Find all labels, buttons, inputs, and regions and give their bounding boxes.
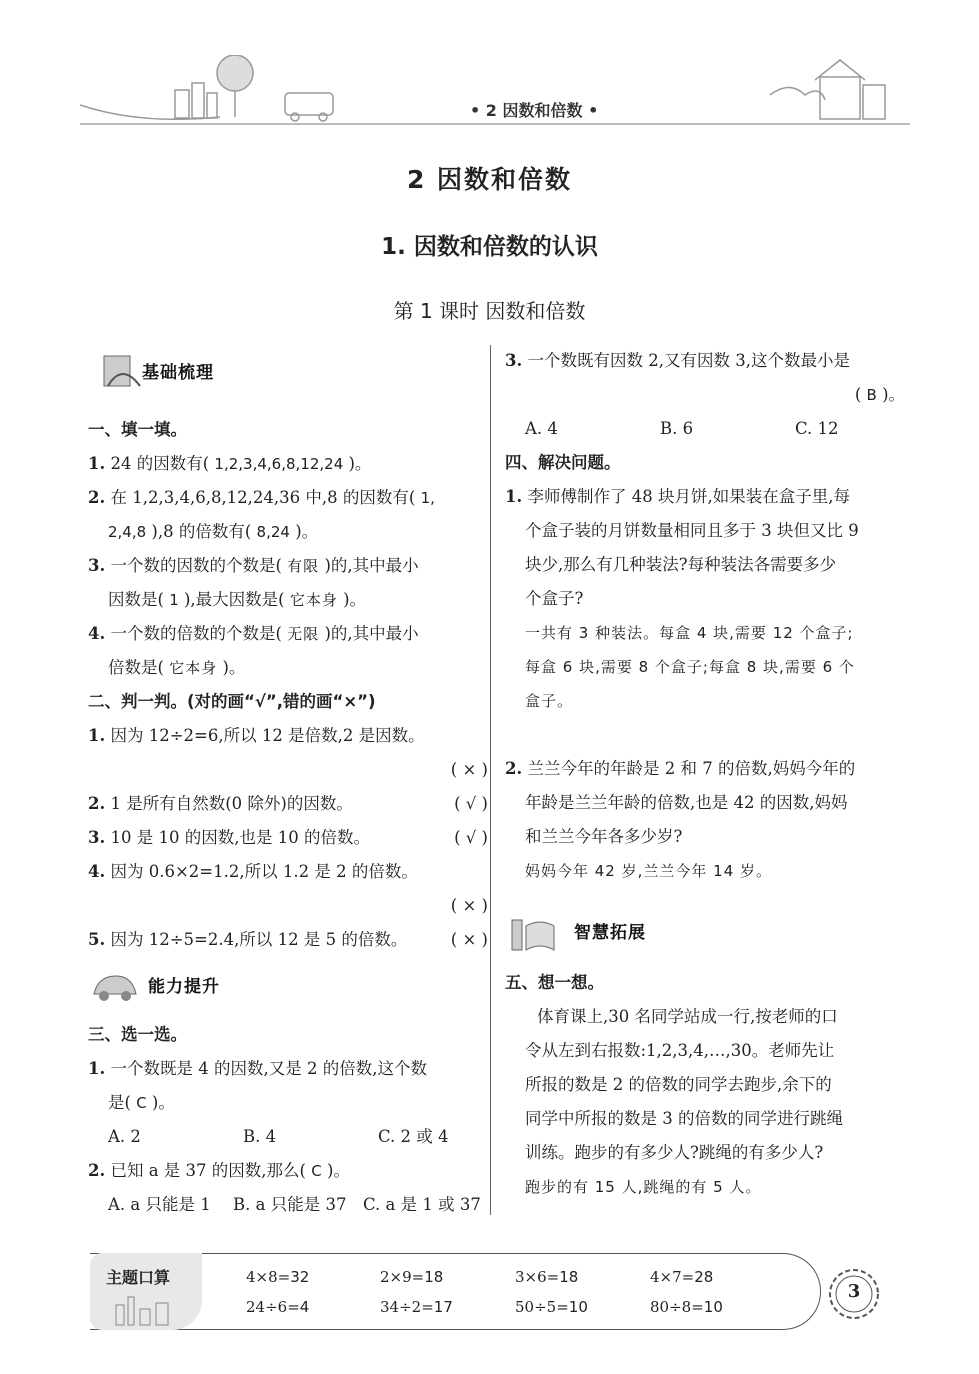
right-column-think	[505, 966, 905, 1204]
section-3-title: 三、选一选。	[88, 1025, 187, 1044]
calc-3-a: 18	[559, 1268, 579, 1286]
p1-answer-1: 一共有 3 种装法。每盒 4 块,需要 12 个盒子;	[525, 624, 854, 642]
calc-8-a: 10	[703, 1298, 723, 1316]
q2-text: 在 1,2,3,4,6,8,12,24,36 中,8 的因数有(	[110, 488, 416, 507]
c1-number: 1.	[88, 1059, 106, 1078]
c1-text: 一个数既是 4 的因数,又是 2 的倍数,这个数	[110, 1059, 427, 1078]
c1-line2	[88, 1086, 488, 1120]
section-4-title: 四、解决问题。	[505, 453, 621, 472]
c3-answer-group	[855, 378, 905, 412]
slide-icon	[100, 352, 145, 397]
c3-option-c: C. 12	[795, 419, 839, 438]
calc-6-q: 34÷2=	[380, 1298, 434, 1316]
think-text-3: 所报的数是 2 的倍数的同学去跑步,余下的	[525, 1075, 832, 1094]
books-icon	[508, 912, 570, 954]
c2-answer: C	[311, 1162, 322, 1180]
q1	[88, 447, 488, 481]
j2	[88, 787, 488, 821]
badge-wisdom-text: 智慧拓展	[574, 923, 646, 943]
think-text-2: 令从左到右报数:1,2,3,4,…,30。老师先让	[525, 1041, 835, 1060]
q3-text: 一个数的因数的个数是(	[110, 556, 282, 575]
j1-number: 1.	[88, 726, 106, 745]
c1-answer: C	[136, 1094, 147, 1112]
q3-line2-a: 因数是(	[108, 590, 164, 609]
c3-text: 一个数既有因数 2,又有因数 3,这个数最小是	[527, 351, 850, 370]
think-text-4: 同学中所报的数是 3 的倍数的同学进行跳绳	[525, 1109, 843, 1128]
j4-text: 因为 0.6×2=1.2,所以 1.2 是 2 的倍数。	[110, 862, 418, 881]
section-title: 1. 因数和倍数的认识	[381, 234, 598, 260]
left-column	[88, 413, 488, 957]
section-2-title: 二、判一判。(对的画“√”,错的画“×”)	[88, 692, 376, 711]
calc-6	[380, 1298, 453, 1316]
p2-line1	[505, 752, 905, 786]
p1-answer-2: 每盒 6 块,需要 8 个盒子;每盒 8 块,需要 6 个	[525, 658, 855, 676]
j5-text: 因为 12÷5=2.4,所以 12 是 5 的倍数。	[110, 930, 408, 949]
q4-number: 4.	[88, 624, 106, 643]
c1-line2-a: 是(	[108, 1093, 131, 1112]
section-5-title: 五、想一想。	[505, 973, 604, 992]
q2-answer1: 1,	[420, 489, 435, 507]
c3-options	[505, 412, 905, 446]
badge-ability	[90, 966, 280, 1004]
column-divider	[490, 345, 491, 1215]
j3	[88, 821, 488, 855]
j2-number: 2.	[88, 794, 106, 813]
running-header: • 2 因数和倍数 •	[470, 101, 599, 120]
j3-text: 10 是 10 的因数,也是 10 的倍数。	[110, 828, 370, 847]
calc-4-q: 4×7=	[650, 1268, 695, 1286]
calc-3	[515, 1268, 578, 1286]
c2-option-b: B. a 只能是 37	[233, 1195, 347, 1214]
j4-line1	[88, 855, 488, 889]
q3-answer2: 1	[169, 591, 179, 609]
c1-end: )。	[151, 1093, 175, 1112]
q4-text: 一个数的倍数的个数是(	[110, 624, 282, 643]
think-text-5: 训练。跑步的有多少人?跳绳的有多少人?	[525, 1143, 824, 1162]
q3-mid: )的,其中最小	[324, 556, 419, 575]
think-answer: 跑步的有 15 人,跳绳的有 5 人。	[525, 1178, 762, 1196]
p1-number: 1.	[505, 487, 523, 506]
c2-number: 2.	[88, 1161, 106, 1180]
q4-mid: )的,其中最小	[324, 624, 419, 643]
left-column-choices	[88, 1018, 488, 1222]
badge-ability-text: 能力提升	[148, 977, 220, 997]
c2-line1	[88, 1154, 488, 1188]
q3-line2-b: ),最大因数是(	[183, 590, 285, 609]
q2-number: 2.	[88, 488, 106, 507]
c3-option-b: B. 6	[660, 419, 694, 438]
c1-option-c: C. 2 或 4	[378, 1127, 449, 1146]
c1-option-b: B. 4	[243, 1127, 277, 1146]
c3-answer: B	[866, 386, 877, 404]
calc-1-a: 32	[290, 1268, 310, 1286]
footer-label-area	[90, 1253, 202, 1330]
q4-end: )。	[222, 658, 246, 677]
c2-option-c: C. a 是 1 或 37	[363, 1195, 481, 1214]
j1-line1	[88, 719, 488, 753]
p2-number: 2.	[505, 759, 523, 778]
p1-text-1: 李师傅制作了 48 块月饼,如果装在盒子里,每	[527, 487, 850, 506]
j1-text: 因为 12÷2=6,所以 12 是倍数,2 是因数。	[110, 726, 425, 745]
j2-answer: ( √ )	[454, 794, 488, 813]
c3-number: 3.	[505, 351, 523, 370]
right-column	[505, 344, 905, 888]
j1-answer: ( × )	[450, 760, 488, 779]
j2-text: 1 是所有自然数(0 除外)的因数。	[110, 794, 353, 813]
calc-8	[650, 1298, 723, 1316]
c1-option-a: A. 2	[108, 1127, 141, 1146]
q3-end: )。	[343, 590, 367, 609]
q4-answer1: 无限	[287, 625, 320, 643]
q1-answer: 1,2,3,4,6,8,12,24	[214, 455, 344, 473]
q3-line1	[88, 549, 488, 583]
c2-text: 已知 a 是 37 的因数,那么(	[110, 1161, 306, 1180]
p2-answer-1: 妈妈今年 42 岁,兰兰今年 14 岁。	[525, 862, 773, 880]
j5-number: 5.	[88, 930, 106, 949]
q2-line1	[88, 481, 488, 515]
q1-text: 24 的因数有(	[110, 454, 210, 473]
calc-4-a: 28	[694, 1268, 714, 1286]
calc-2-q: 2×9=	[380, 1268, 425, 1286]
calc-1	[246, 1268, 309, 1286]
calc-7-a: 10	[568, 1298, 588, 1316]
calc-5-a: 4	[299, 1298, 310, 1316]
footer-label: 主题口算	[106, 1268, 171, 1287]
j4-number: 4.	[88, 862, 106, 881]
spacer	[505, 718, 905, 752]
c3-paren-open: (	[854, 385, 862, 404]
badge-wisdom	[508, 912, 708, 950]
calc-6-a: 17	[433, 1298, 453, 1316]
j1-line2	[88, 753, 488, 787]
chapter-title: 2 因数和倍数	[406, 165, 573, 194]
q2-answer2: 2,4,8	[108, 523, 147, 541]
calc-1-q: 4×8=	[246, 1268, 291, 1286]
p2-text-2: 年龄是兰兰年龄的倍数,也是 42 的因数,妈妈	[525, 793, 848, 812]
calc-4	[650, 1268, 713, 1286]
calc-2-a: 18	[424, 1268, 444, 1286]
j5-answer: ( × )	[450, 930, 488, 949]
q2-line2	[88, 515, 488, 549]
q2-answer3: 8,24	[256, 523, 290, 541]
c2-end: )。	[326, 1161, 350, 1180]
car-icon	[90, 968, 140, 1008]
c2-option-a: A. a 只能是 1	[108, 1195, 211, 1214]
header-rule	[80, 123, 910, 125]
c3-line2	[505, 378, 905, 412]
c1-line1	[88, 1052, 488, 1086]
q3-number: 3.	[88, 556, 106, 575]
calc-7-q: 50÷5=	[515, 1298, 569, 1316]
j5	[88, 923, 488, 957]
calc-7	[515, 1298, 588, 1316]
page-number: 3	[847, 1281, 861, 1302]
city-icon	[110, 1291, 190, 1327]
q2-mid: ),8 的倍数有(	[151, 522, 252, 541]
calc-2	[380, 1268, 443, 1286]
q4-line2	[88, 651, 488, 685]
running-title: 2 因数和倍数	[485, 101, 583, 120]
c3-paren-close: )。	[882, 385, 905, 404]
q3-answer3: 它本身	[289, 591, 338, 609]
c1-options	[88, 1120, 488, 1154]
q1-end: )。	[348, 454, 372, 473]
q3-line2	[88, 583, 488, 617]
p1-answer-3: 盒子。	[525, 692, 574, 710]
p1-line1	[505, 480, 905, 514]
badge-basic	[100, 352, 280, 390]
q1-number: 1.	[88, 454, 106, 473]
calc-5	[246, 1298, 309, 1316]
c3-line1	[505, 344, 905, 378]
think-text-1: 体育课上,30 名同学站成一行,按老师的口	[537, 1007, 838, 1026]
c3-option-a: A. 4	[525, 419, 558, 438]
p1-text-2: 个盒子装的月饼数量相同且多于 3 块但又比 9	[525, 521, 859, 540]
j3-number: 3.	[88, 828, 106, 847]
q4-line1	[88, 617, 488, 651]
j4-line2	[88, 889, 488, 923]
q4-line2-a: 倍数是(	[108, 658, 164, 677]
calc-5-q: 24÷6=	[246, 1298, 300, 1316]
c2-options	[88, 1188, 488, 1222]
j4-answer: ( × )	[450, 896, 488, 915]
j3-answer: ( √ )	[454, 828, 488, 847]
q3-answer1: 有限	[287, 557, 320, 575]
q4-answer2: 它本身	[169, 659, 218, 677]
p2-text-3: 和兰兰今年各多少岁?	[525, 827, 683, 846]
badge-basic-text: 基础梳理	[142, 363, 214, 383]
q2-end: )。	[295, 522, 319, 541]
lesson-title: 第 1 课时 因数和倍数	[393, 299, 586, 323]
p2-text-1: 兰兰今年的年龄是 2 和 7 的倍数,妈妈今年的	[527, 759, 856, 778]
page-number-badge	[823, 1266, 885, 1322]
calc-8-q: 80÷8=	[650, 1298, 704, 1316]
p1-text-4: 个盒子?	[525, 589, 584, 608]
p1-text-3: 块少,那么有几种装法?每种装法各需要多少	[525, 555, 837, 574]
section-1-title: 一、填一填。	[88, 420, 187, 439]
calc-3-q: 3×6=	[515, 1268, 560, 1286]
